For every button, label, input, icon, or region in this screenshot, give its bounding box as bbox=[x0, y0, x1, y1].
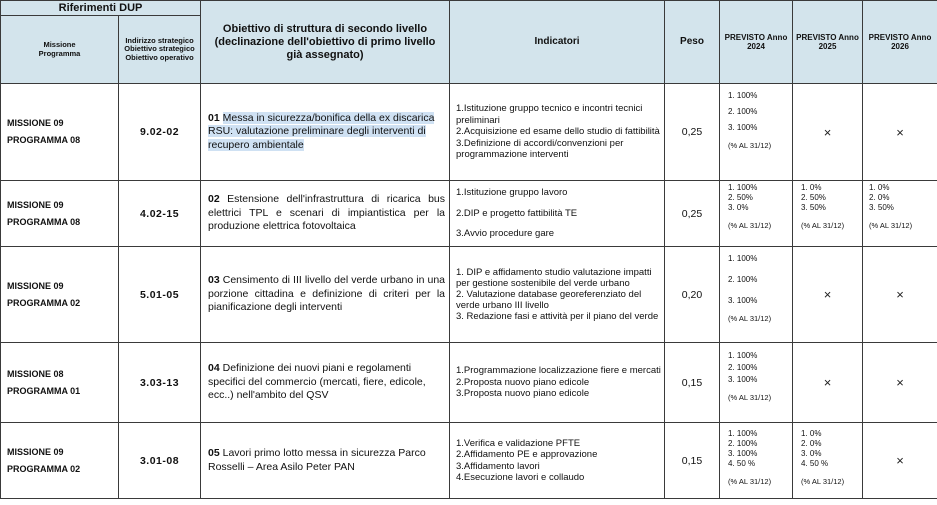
not-applicable-mark: × bbox=[863, 343, 937, 423]
code-cell: 4.02-15 bbox=[119, 181, 201, 247]
objective-text: Estensione dell'infrastruttura di ricarica bus elettrici TPL e scenari di impiantistica per la produzione elettrica fotovoltaica bbox=[208, 193, 445, 233]
objective-number: 05 bbox=[208, 447, 220, 459]
table-row bbox=[1, 181, 937, 247]
not-applicable-mark: × bbox=[793, 84, 863, 181]
indirizzo-header: Indirizzo strategico Obiettivo strategico Obiettivo operativo bbox=[119, 16, 201, 84]
missione-label: MISSIONE 09 bbox=[7, 446, 64, 457]
target-item: 1. 100% bbox=[728, 254, 758, 263]
indicatori-cell bbox=[450, 423, 665, 499]
code-cell: 5.01-05 bbox=[119, 247, 201, 343]
indicator-item: 1.Istituzione gruppo lavoro bbox=[456, 187, 568, 199]
objective-text: Messa in sicurezza/bonifica della ex discarica RSU: valutazione preliminare degli interventi di recupero ambientale bbox=[208, 111, 435, 151]
target-note: (% AL 31/12) bbox=[728, 477, 772, 486]
missione-label: MISSIONE 09 bbox=[7, 118, 64, 128]
indicator-item: 3.Affidamento lavori bbox=[456, 460, 540, 472]
indicator-item: 1.Programmazione localizzazione fiere e mercati bbox=[456, 365, 661, 377]
peso-cell: 0,20 bbox=[665, 247, 720, 343]
programma-label: PROGRAMMA 08 bbox=[7, 135, 81, 145]
target-item: 3. 100% bbox=[728, 296, 758, 305]
missione-label: MISSIONE 09 bbox=[7, 199, 64, 210]
objective-cell bbox=[201, 181, 450, 247]
indicatori-cell bbox=[450, 343, 665, 423]
target-item: 1. 100% bbox=[728, 429, 758, 438]
indicator-item: 2.Acquisizione ed esame dello studio di fattibilità bbox=[456, 126, 660, 138]
objective-number: 02 bbox=[208, 193, 220, 206]
indicator-item: 3. Redazione fasi e attività per il piano del verde bbox=[456, 311, 659, 322]
peso-cell: 0,25 bbox=[665, 84, 720, 181]
missione-programma-cell bbox=[1, 423, 119, 499]
indicatori-cell bbox=[450, 84, 665, 181]
code-cell: 3.03-13 bbox=[119, 343, 201, 423]
not-applicable-mark: × bbox=[863, 423, 937, 499]
peso-cell: 0,15 bbox=[665, 423, 720, 499]
objective-text: Definizione dei nuovi piani e regolamenti specifici del commercio (mercati, fiere, edicole, ecc..) nell'ambito del QSV bbox=[208, 362, 426, 402]
target-item: 3. 0% bbox=[728, 203, 749, 212]
previsto-2024-cell bbox=[720, 423, 793, 499]
code-cell: 9.02-02 bbox=[119, 84, 201, 181]
target-item: 4. 50 % bbox=[801, 459, 829, 468]
previsto-2025-cell bbox=[793, 181, 863, 247]
previsto-2026-header: PREVISTO Anno 2026 bbox=[863, 1, 937, 84]
missione-programma-cell bbox=[1, 84, 119, 181]
previsto-2025-header: PREVISTO Anno 2025 bbox=[793, 1, 863, 84]
previsto-2024-header: PREVISTO Anno 2024 bbox=[720, 1, 793, 84]
table-row bbox=[1, 84, 937, 181]
missione-label: MISSIONE 09 bbox=[7, 280, 64, 291]
objective-cell bbox=[201, 343, 450, 423]
previsto-2024-cell bbox=[720, 84, 793, 181]
indicator-item: 2.DIP e progetto fattibilità TE bbox=[456, 207, 578, 219]
not-applicable-mark: × bbox=[793, 343, 863, 423]
target-item: 3. 100% bbox=[728, 123, 758, 132]
table-row bbox=[1, 423, 937, 499]
not-applicable-mark: × bbox=[863, 247, 937, 343]
missione-programma-cell bbox=[1, 181, 119, 247]
peso-cell: 0,15 bbox=[665, 343, 720, 423]
objective-number: 03 bbox=[208, 274, 220, 287]
missione-label: MISSIONE 08 bbox=[7, 368, 64, 379]
riferimenti-dup-header: Riferimenti DUP bbox=[1, 1, 201, 16]
indicator-item: 1.Istituzione gruppo tecnico e incontri tecnici preliminari bbox=[456, 103, 643, 126]
target-note: (% AL 31/12) bbox=[728, 221, 772, 230]
target-note: (% AL 31/12) bbox=[728, 314, 772, 323]
target-note: (% AL 31/12) bbox=[869, 221, 913, 230]
target-item: 2. 100% bbox=[728, 275, 758, 284]
target-item: 4. 50 % bbox=[728, 459, 756, 468]
obiettivo-header: Obiettivo di struttura di secondo livello (declinazione dell'obiettivo di primo livello già assegnato) bbox=[201, 1, 450, 84]
indicator-item: 4.Esecuzione lavori e collaudo bbox=[456, 472, 585, 483]
target-item: 3. 0% bbox=[801, 449, 822, 458]
indicator-item: 1. DIP e affidamento studio valutazione impatti per gestione sostenibile del verde urbano bbox=[456, 267, 652, 289]
target-item: 1. 0% bbox=[801, 429, 822, 438]
target-item: 2. 100% bbox=[728, 107, 758, 116]
target-item: 1. 0% bbox=[801, 183, 822, 192]
table-row bbox=[1, 343, 937, 423]
target-note: (% AL 31/12) bbox=[801, 221, 845, 230]
objective-cell bbox=[201, 84, 450, 181]
programma-label: PROGRAMMA 08 bbox=[7, 216, 81, 227]
objective-cell bbox=[201, 247, 450, 343]
target-item: 1. 100% bbox=[728, 351, 758, 360]
target-item: 3. 100% bbox=[728, 449, 758, 458]
table-row bbox=[1, 247, 937, 343]
target-item: 2. 0% bbox=[869, 193, 890, 202]
not-applicable-mark: × bbox=[863, 84, 937, 181]
indicator-item: 2. Valutazione database georeferenziato del verde urbano III livello bbox=[456, 289, 642, 311]
programma-label: PROGRAMMA 01 bbox=[7, 385, 81, 396]
target-note: (% AL 31/12) bbox=[728, 393, 772, 402]
objective-number: 01 bbox=[208, 111, 220, 124]
indicator-item: 3.Avvio procedure gare bbox=[456, 228, 555, 240]
target-item: 2. 0% bbox=[801, 439, 822, 448]
indicator-item: 3.Proposta nuovo piano edicole bbox=[456, 388, 590, 400]
target-item: 2. 100% bbox=[728, 363, 758, 372]
missione-programma-cell bbox=[1, 247, 119, 343]
target-item: 1. 100% bbox=[728, 91, 758, 100]
objective-text: Lavori primo lotto messa in sicurezza Parco Rosselli – Area Asilo Peter PAN bbox=[208, 447, 426, 473]
previsto-2024-cell bbox=[720, 343, 793, 423]
indicator-item: 2.Affidamento PE e approvazione bbox=[456, 449, 598, 460]
target-item: 2. 50% bbox=[728, 193, 753, 202]
target-note: (% AL 31/12) bbox=[801, 477, 845, 486]
previsto-2026-cell bbox=[863, 181, 937, 247]
indicatori-header: Indicatori bbox=[450, 1, 665, 84]
indicator-item: 1.Verifica e validazione PFTE bbox=[456, 437, 581, 449]
objective-text: Censimento di III livello del verde urbano in una porzione cittadina e definizione di criteri per la pianificazione degli interventi bbox=[208, 274, 446, 314]
previsto-2025-cell bbox=[793, 423, 863, 499]
not-applicable-mark: × bbox=[793, 247, 863, 343]
target-item: 2. 100% bbox=[728, 439, 758, 448]
peso-cell: 0,25 bbox=[665, 181, 720, 247]
previsto-2024-cell bbox=[720, 247, 793, 343]
indicatori-cell bbox=[450, 247, 665, 343]
indicator-item: 3.Definizione di accordi/convenzioni per programmazione interventi bbox=[456, 137, 624, 161]
target-item: 3. 100% bbox=[728, 375, 758, 384]
target-item: 1. 0% bbox=[869, 183, 890, 192]
objective-cell bbox=[201, 423, 450, 499]
target-item: 3. 50% bbox=[801, 203, 826, 212]
missione-programma-cell bbox=[1, 343, 119, 423]
peso-header: Peso bbox=[665, 1, 720, 84]
programma-label: PROGRAMMA 02 bbox=[7, 297, 81, 308]
programma-label: PROGRAMMA 02 bbox=[7, 463, 81, 474]
indicatori-cell bbox=[450, 181, 665, 247]
missione-programma-header: Missione Programma bbox=[1, 16, 119, 84]
target-item: 2. 50% bbox=[801, 193, 826, 202]
code-cell: 3.01-08 bbox=[119, 423, 201, 499]
target-note: (% AL 31/12) bbox=[728, 141, 772, 150]
target-item: 1. 100% bbox=[728, 183, 758, 192]
previsto-2024-cell bbox=[720, 181, 793, 247]
target-item: 3. 50% bbox=[869, 203, 894, 212]
indicator-item: 2.Proposta nuovo piano edicole bbox=[456, 376, 590, 388]
objective-number: 04 bbox=[208, 362, 220, 375]
